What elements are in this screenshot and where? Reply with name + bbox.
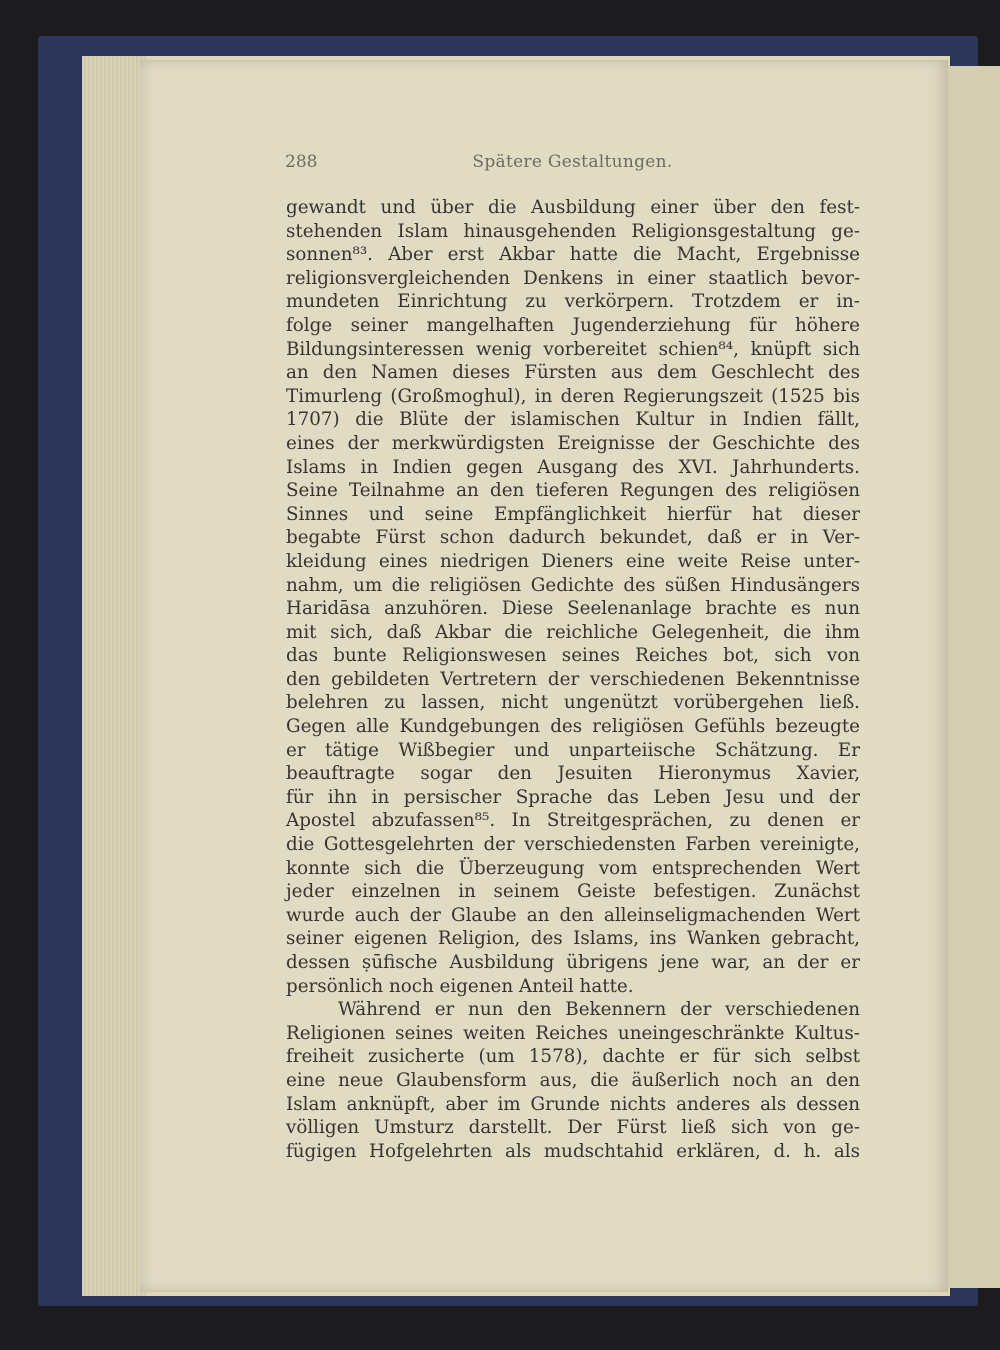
- text-line: kleidung eines niedrigen Dieners eine weite Reise unter-: [286, 550, 860, 572]
- text-line: er tätige Wißbegier und unparteiische Schätzung. Er: [286, 739, 860, 761]
- text-line: wurde auch der Glaube an den alleinseligmachenden Wert: [286, 904, 860, 926]
- text-line: Timurleng (Großmoghul), in deren Regierungszeit (1525 bis: [286, 385, 860, 407]
- text-line: Bildungsinteressen wenig vorbereitet schien⁸⁴, knüpft sich: [286, 338, 860, 360]
- page-header: [285, 152, 860, 174]
- text-line: für ihn in persischer Sprache das Leben Jesu und der: [286, 786, 860, 808]
- text-line: fügigen Hofgelehrten als mudschtahid erklären, d. h. als: [286, 1140, 860, 1162]
- body-text: [286, 196, 860, 1163]
- text-line: persönlich noch eigenen Anteil hatte.: [286, 975, 634, 997]
- text-line: stehenden Islam hinausgehenden Religionsgestaltung ge-: [286, 220, 860, 242]
- text-line: mundeten Einrichtung zu verkörpern. Trotzdem er in-: [286, 291, 860, 313]
- text-line: 1707) die Blüte der islamischen Kultur in Indien fällt,: [286, 409, 860, 431]
- text-line: Islam anknüpft, aber im Grunde nichts anderes als dessen: [286, 1093, 860, 1115]
- text-line: religionsvergleichenden Denkens in einer staatlich bevor-: [286, 267, 860, 289]
- text-line: gewandt und über die Ausbildung einer über den fest-: [286, 197, 860, 218]
- text-line: Seine Teilnahme an den tieferen Regungen des religiösen: [286, 480, 860, 502]
- text-line: Apostel abzufassen⁸⁵. In Streitgesprächen, zu denen er: [286, 810, 860, 832]
- text-line: eine neue Glaubensform aus, die äußerlich noch an den: [286, 1069, 860, 1091]
- text-line: begabte Fürst schon dadurch bekundet, daß er in Ver-: [286, 527, 860, 549]
- text-line: freiheit zusicherte (um 1578), dachte er für sich selbst: [286, 1046, 860, 1068]
- running-title: Spätere Gestaltungen.: [472, 152, 673, 172]
- text-line: das bunte Religionswesen seines Reiches bot, sich von: [286, 645, 860, 667]
- text-line: beauftragte sogar den Jesuiten Hieronymus Xavier,: [286, 763, 860, 785]
- text-line: sonnen⁸³. Aber erst Akbar hatte die Macht, Ergebnisse: [286, 244, 860, 266]
- text-line: Haridāsa anzuhören. Diese Seelenanlage brachte es nun: [286, 598, 860, 620]
- text-line: konnte sich die Überzeugung vom entsprechenden Wert: [286, 857, 860, 879]
- text-line: Gegen alle Kundgebungen des religiösen Gefühls bezeugte: [286, 716, 860, 738]
- text-line: den gebildeten Vertretern der verschiedenen Bekenntnisse: [286, 668, 860, 690]
- page-number: 288: [285, 152, 318, 172]
- text-line: die Gottesgelehrten der verschiedensten Farben vereinigte,: [286, 834, 860, 856]
- text-line: nahm, um die religiösen Gedichte des süßen Hindusängers: [286, 574, 860, 596]
- facing-page-edge: [940, 66, 1000, 1288]
- text-line: belehren zu lassen, nicht ungenützt vorübergehen ließ.: [286, 692, 860, 714]
- page-edges: [82, 56, 146, 1296]
- text-line: seiner eigenen Religion, des Islams, ins Wanken gebracht,: [286, 928, 860, 950]
- text-line: eines der merkwürdigsten Ereignisse der Geschichte des: [286, 432, 860, 454]
- text-line: völligen Umsturz darstellt. Der Fürst ließ sich von ge-: [286, 1117, 860, 1139]
- text-line: mit sich, daß Akbar die reichliche Gelegenheit, die ihm: [286, 621, 860, 643]
- text-line: Sinnes und seine Empfänglichkeit hierfür hat dieser: [286, 503, 860, 525]
- text-line: Islams in Indien gegen Ausgang des XVI. Jahrhunderts.: [286, 456, 860, 478]
- text-line: folge seiner mangelhaften Jugenderziehung für höhere: [286, 314, 860, 336]
- text-line: Religionen seines weiten Reiches uneingeschränkte Kultus-: [286, 1022, 860, 1044]
- text-line: Während er nun den Bekennern der verschiedenen: [338, 999, 860, 1021]
- text-line: jeder einzelnen in seinem Geiste befestigen. Zunächst: [286, 881, 860, 903]
- text-line: an den Namen dieses Fürsten aus dem Geschlecht des: [286, 362, 860, 384]
- text-line: dessen ṣūfische Ausbildung übrigens jene war, an der er: [286, 952, 860, 973]
